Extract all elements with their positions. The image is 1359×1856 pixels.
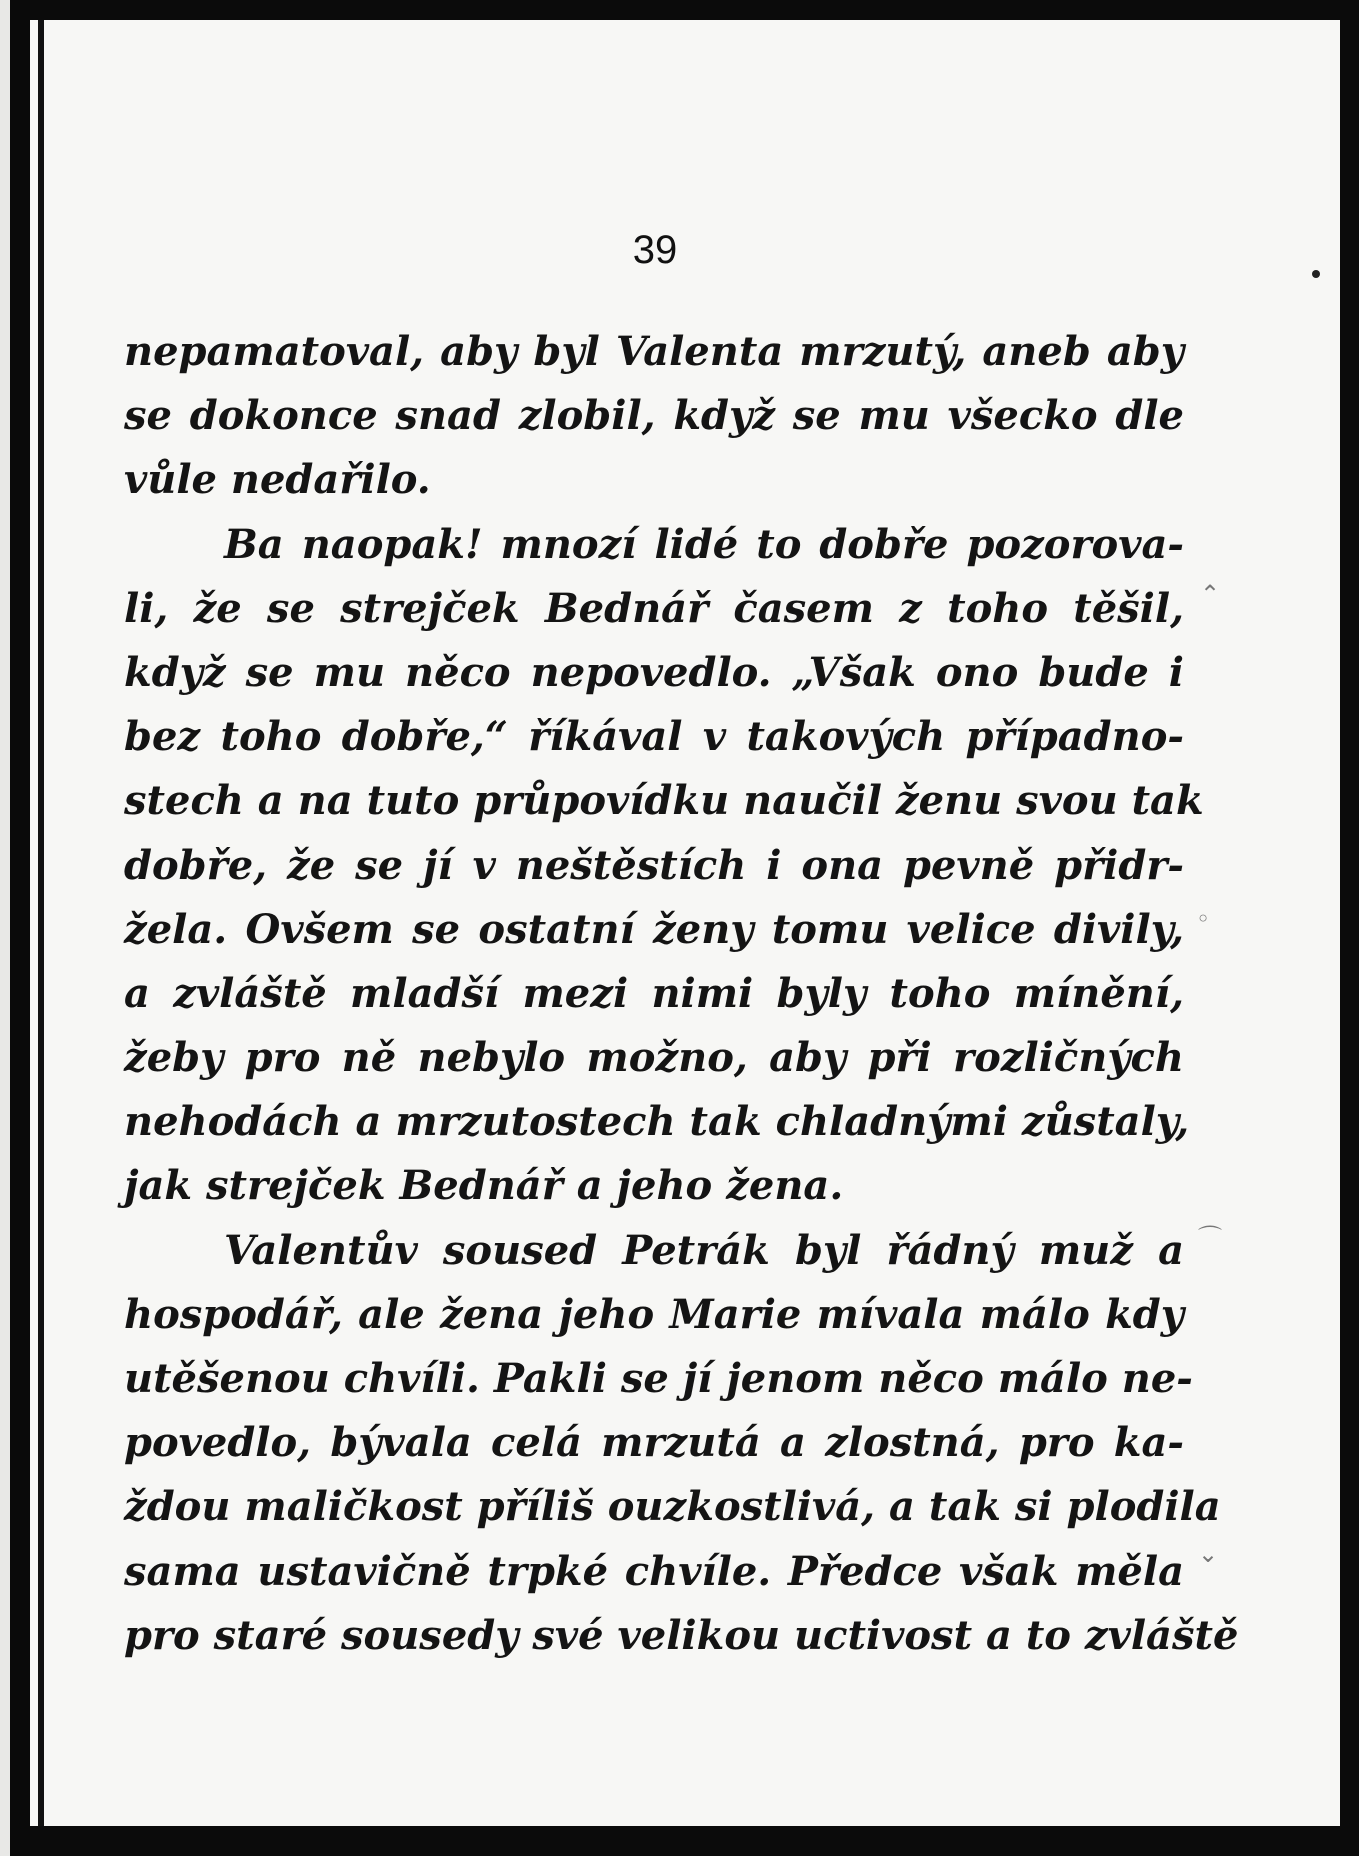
text-line: žeby pro ně nebylo možno, aby při rozličných [124, 1034, 1184, 1082]
text-line: hospodář, ale žena jeho Marie mívala málo kdy [124, 1290, 1184, 1338]
text-line: vůle nedařilo. [124, 456, 431, 504]
text-line: jak strejček Bednář a jeho žena. [124, 1162, 844, 1210]
page-number: 39 [632, 228, 678, 272]
scan-bottom-border [30, 1826, 1359, 1856]
scan-top-border [30, 0, 1359, 20]
margin-pencil-mark: ⌃ [1200, 580, 1221, 608]
text-line: ždou maličkost příliš ouzkostlivá, a tak si plodila [124, 1483, 1221, 1531]
margin-pencil-mark: ◦ [1196, 905, 1211, 933]
margin-speck [1312, 270, 1320, 278]
margin-pencil-mark: ⌒ [1198, 1224, 1222, 1252]
text-line: nepamatoval, aby byl Valenta mrzutý, aneb aby [124, 328, 1184, 375]
text-line: Ba naopak! mnozí lidé to dobře pozorova- [224, 520, 1184, 568]
text-line: sama ustavičně trpké chvíle. Předce však měla [124, 1547, 1184, 1595]
text-line: utěšenou chvíli. Pakli se jí jenom něco málo ne- [124, 1355, 1193, 1402]
adjacent-page-strip [0, 0, 10, 1856]
text-line: dobře, že se jí v neštěstích i ona pevně přidr- [124, 841, 1184, 889]
text-line: když se mu něco nepovedlo. „Však ono bude i [124, 648, 1184, 696]
text-line: stech a na tuto průpovídku naučil ženu svou tak [124, 777, 1204, 825]
margin-pencil-mark: ⌄ [1198, 1540, 1219, 1568]
text-line: povedlo, bývala celá mrzutá a zlostná, pro ka- [124, 1419, 1184, 1467]
page-text [124, 320, 1239, 1668]
text-line: žela. Ovšem se ostatní ženy tomu velice divily, [124, 905, 1184, 953]
text-line: pro staré sousedy své velikou uctivost a to zvláště [124, 1611, 1239, 1659]
text-line: li, že se strejček Bednář časem z toho těšil, [124, 584, 1184, 632]
text-line: bez toho dobře,“ říkával v takových případno- [124, 713, 1184, 761]
text-line: nehodách a mrzutostech tak chladnými zůstaly, [124, 1098, 1190, 1146]
scan-right-border [1340, 0, 1359, 1856]
page-gutter-rule [38, 20, 44, 1826]
text-line: se dokonce snad zlobil, když se mu všecko dle [124, 392, 1184, 440]
text-line: a zvláště mladší mezi nimi byly toho mínění, [124, 969, 1184, 1017]
text-line: Valentův soused Petrák byl řádný muž a [224, 1226, 1184, 1274]
